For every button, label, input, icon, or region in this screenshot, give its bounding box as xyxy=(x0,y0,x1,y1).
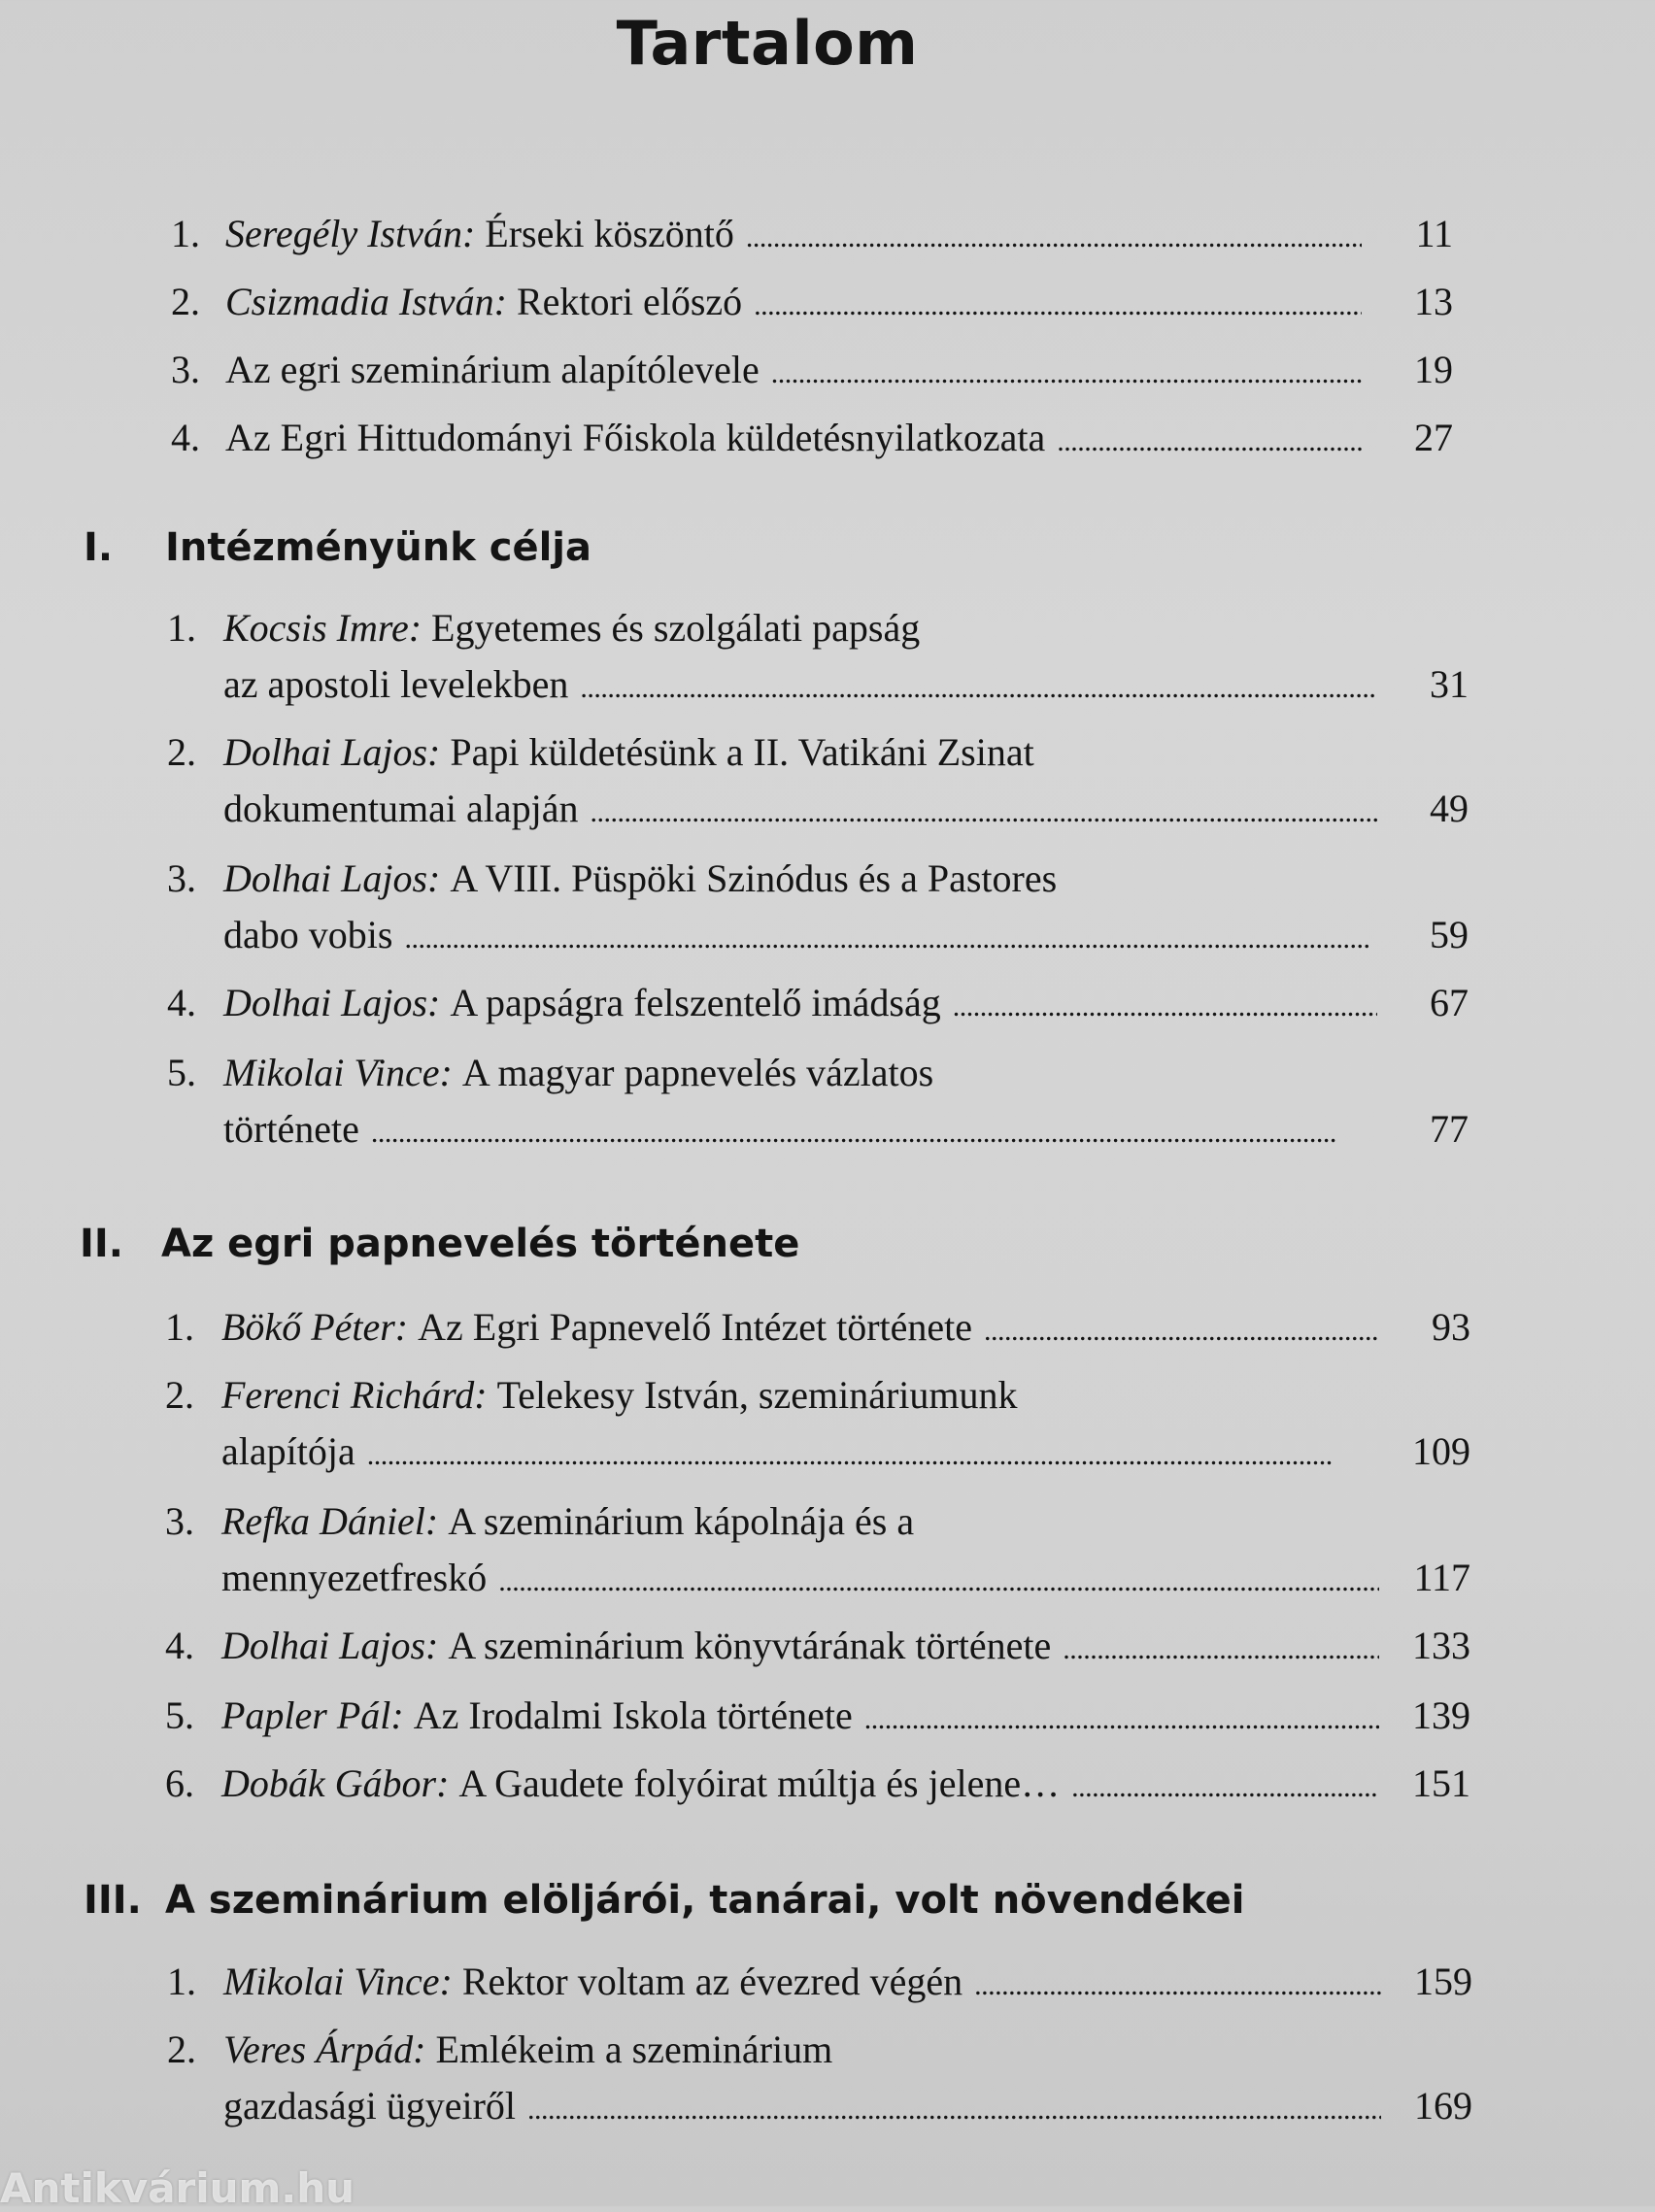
entry-page: 109 xyxy=(1412,1429,1470,1473)
dot-leader xyxy=(580,656,1377,717)
entry-number: 4. xyxy=(165,1624,194,1667)
entry-title-cont: dokumentumai alapján xyxy=(223,787,579,830)
toc-entry xyxy=(167,1954,1472,2014)
watermark: Antikvárium.hu xyxy=(0,2164,355,2212)
dot-leader xyxy=(984,1299,1379,1359)
toc-entry xyxy=(167,975,1469,1035)
entry-author: Bökő Péter: xyxy=(221,1305,409,1349)
entry-author: Csizmadia István: xyxy=(225,280,507,323)
dot-leader xyxy=(404,907,1377,967)
entry-title: Rektori előszó xyxy=(517,280,743,323)
entry-page: 151 xyxy=(1412,1761,1470,1805)
dot-leader xyxy=(498,1550,1379,1610)
entry-title-cont: dabo vobis xyxy=(223,913,393,956)
entry-title-cont: mennyezetfreskó xyxy=(221,1556,488,1599)
entry-page: 77 xyxy=(1430,1107,1469,1151)
entry-page: 59 xyxy=(1430,913,1469,956)
toc-entry xyxy=(167,1045,1469,1161)
entry-title: Rektor voltam az évezred végén xyxy=(461,1960,963,2003)
page-title: Tartalom xyxy=(616,8,919,79)
section-title: A szeminárium elöljárói, tanárai, volt növendékei xyxy=(165,1878,1245,1923)
entry-page: 139 xyxy=(1412,1693,1470,1737)
entry-number: 1. xyxy=(165,1305,194,1349)
entry-author: Mikolai Vince: xyxy=(223,1051,453,1094)
entry-page: 13 xyxy=(1414,280,1453,323)
entry-page: 133 xyxy=(1412,1624,1470,1667)
entry-number: 5. xyxy=(165,1693,194,1737)
section-number: I. xyxy=(84,525,114,570)
entry-number: 5. xyxy=(167,1051,196,1094)
entry-title-cont: története xyxy=(223,1107,359,1151)
entry-number: 4. xyxy=(171,416,200,459)
entry-title: Papi küldetésünk a II. Vatikáni Zsinat xyxy=(450,730,1034,774)
entry-author: Ferenci Richárd: xyxy=(221,1373,488,1417)
section-title: Intézményünk célja xyxy=(165,525,591,570)
entry-author: Mikolai Vince: xyxy=(223,1960,453,2003)
entry-page: 67 xyxy=(1430,981,1469,1024)
section-heading xyxy=(80,1216,799,1272)
toc-entry xyxy=(165,1367,1470,1484)
entry-author: Kocsis Imre: xyxy=(223,606,422,650)
dot-leader xyxy=(590,781,1377,841)
entry-page: 169 xyxy=(1414,2084,1472,2128)
entry-title-cont: gazdasági ügyeiről xyxy=(223,2084,516,2128)
entry-title: A szeminárium könyvtárának története xyxy=(448,1624,1052,1667)
dot-leader xyxy=(754,274,1362,334)
entry-title: A szeminárium kápolnája és a xyxy=(448,1499,915,1543)
toc-entry xyxy=(165,1493,1470,1610)
entry-number: 3. xyxy=(165,1499,194,1543)
entry-title-cont: az apostoli levelekben xyxy=(223,662,569,706)
entry-author: Dolhai Lajos: xyxy=(223,856,441,900)
toc-entry xyxy=(167,600,1469,717)
entry-number: 2. xyxy=(167,730,196,774)
entry-title: A VIII. Püspöki Szinódus és a Pastores xyxy=(450,856,1058,900)
toc-entry xyxy=(167,851,1469,967)
section-number: II. xyxy=(80,1222,123,1266)
toc-entry xyxy=(171,206,1453,266)
entry-title: A Gaudete folyóirat múltja és jelene… xyxy=(458,1761,1061,1805)
entry-page: 31 xyxy=(1430,662,1469,706)
entry-author: Veres Árpád: xyxy=(223,2028,426,2071)
toc-entry xyxy=(165,1688,1470,1748)
entry-author: Dolhai Lajos: xyxy=(221,1624,439,1667)
dot-leader xyxy=(771,342,1362,402)
entry-title: Az egri szeminárium alapítólevele xyxy=(225,348,760,391)
toc-entry xyxy=(165,1618,1470,1678)
entry-title: Telekesy István, szemináriumunk xyxy=(496,1373,1018,1417)
dot-leader xyxy=(1071,1756,1379,1816)
entry-number: 3. xyxy=(171,348,200,391)
toc-entry xyxy=(171,274,1453,334)
entry-number: 2. xyxy=(171,280,200,323)
entry-title: A papságra felszentelő imádság xyxy=(450,981,941,1024)
entry-number: 4. xyxy=(167,981,196,1024)
dot-leader xyxy=(527,2078,1381,2138)
entry-title-cont: alapítója xyxy=(221,1429,355,1473)
entry-title: Egyetemes és szolgálati papság xyxy=(431,606,921,650)
section-heading xyxy=(84,1872,1244,1928)
dot-leader xyxy=(953,975,1377,1035)
entry-title: Az Irodalmi Iskola története xyxy=(413,1693,853,1737)
toc-entry xyxy=(165,1299,1470,1359)
entry-title: Az Egri Papnevelő Intézet története xyxy=(418,1305,972,1349)
toc-entry xyxy=(167,2022,1472,2138)
entry-title: Érseki köszöntő xyxy=(485,212,734,255)
dot-leader xyxy=(974,1954,1381,2014)
entry-number: 1. xyxy=(167,1960,196,2003)
entry-title: Emlékeim a szeminárium xyxy=(435,2028,833,2071)
entry-title: A magyar papnevelés vázlatos xyxy=(461,1051,934,1094)
entry-page: 27 xyxy=(1414,416,1453,459)
entry-author: Dolhai Lajos: xyxy=(223,730,441,774)
toc-entry xyxy=(165,1756,1470,1816)
dot-leader xyxy=(746,206,1362,266)
entry-title: Az Egri Hittudományi Főiskola küldetésnyilatkozata xyxy=(225,416,1046,459)
section-number: III. xyxy=(84,1878,142,1923)
entry-number: 2. xyxy=(167,2028,196,2071)
dot-leader xyxy=(1057,410,1362,470)
dot-leader xyxy=(864,1688,1379,1748)
entry-author: Dolhai Lajos: xyxy=(223,981,441,1024)
entry-page: 49 xyxy=(1430,787,1469,830)
entry-number: 2. xyxy=(165,1373,194,1417)
entry-page: 117 xyxy=(1413,1556,1470,1599)
toc-entry xyxy=(171,342,1453,402)
entry-number: 1. xyxy=(167,606,196,650)
entry-author: Dobák Gábor: xyxy=(221,1761,450,1805)
entry-page: 11 xyxy=(1415,212,1453,255)
section-heading xyxy=(84,519,591,576)
entry-number: 3. xyxy=(167,856,196,900)
entry-number: 6. xyxy=(165,1761,194,1805)
entry-author: Papler Pál: xyxy=(221,1693,404,1737)
entry-page: 93 xyxy=(1432,1305,1470,1349)
entry-page: 19 xyxy=(1414,348,1453,391)
section-title: Az egri papnevelés története xyxy=(161,1222,800,1266)
dot-leader xyxy=(371,1101,1377,1161)
entry-page: 159 xyxy=(1414,1960,1472,2003)
entry-author: Seregély István: xyxy=(225,212,476,255)
dot-leader xyxy=(367,1424,1379,1484)
toc-entry xyxy=(171,410,1453,470)
entry-author: Refka Dániel: xyxy=(221,1499,439,1543)
toc-entry xyxy=(167,724,1469,841)
entry-number: 1. xyxy=(171,212,200,255)
dot-leader xyxy=(1063,1618,1379,1678)
